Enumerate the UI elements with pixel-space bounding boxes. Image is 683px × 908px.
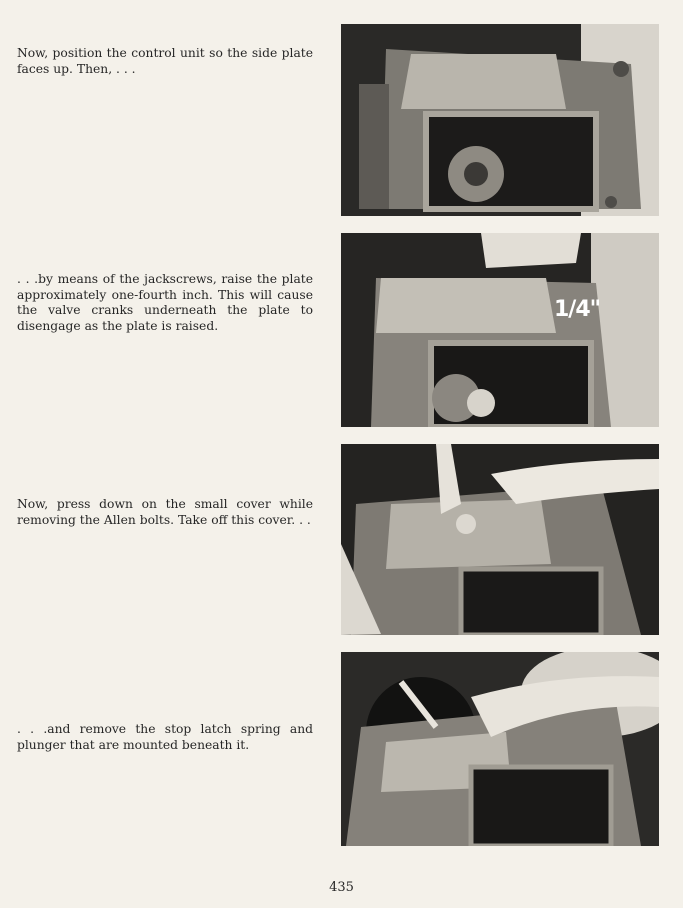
step-1-photo — [341, 24, 659, 216]
step-2-photo — [341, 233, 659, 427]
step-2-caption: . . .by means of the jackscrews, raise the plate approximately one-fourth inch. This will cause the valve cranks underneath the plate to disengage as the plate is raised. — [17, 272, 313, 333]
step-3-photo — [341, 444, 659, 635]
quarter-inch-label: 1/4" — [554, 297, 601, 322]
step-4-caption: . . .and remove the stop latch spring and plunger that are mounted beneath it. — [17, 722, 313, 752]
page-number: 435 — [329, 880, 354, 895]
step-4-photo — [341, 652, 659, 846]
step-1-caption: Now, position the control unit so the side plate faces up. Then, . . . — [17, 46, 313, 76]
step-3-caption: Now, press down on the small cover while removing the Allen bolts. Take off this cover. . . — [17, 497, 313, 527]
